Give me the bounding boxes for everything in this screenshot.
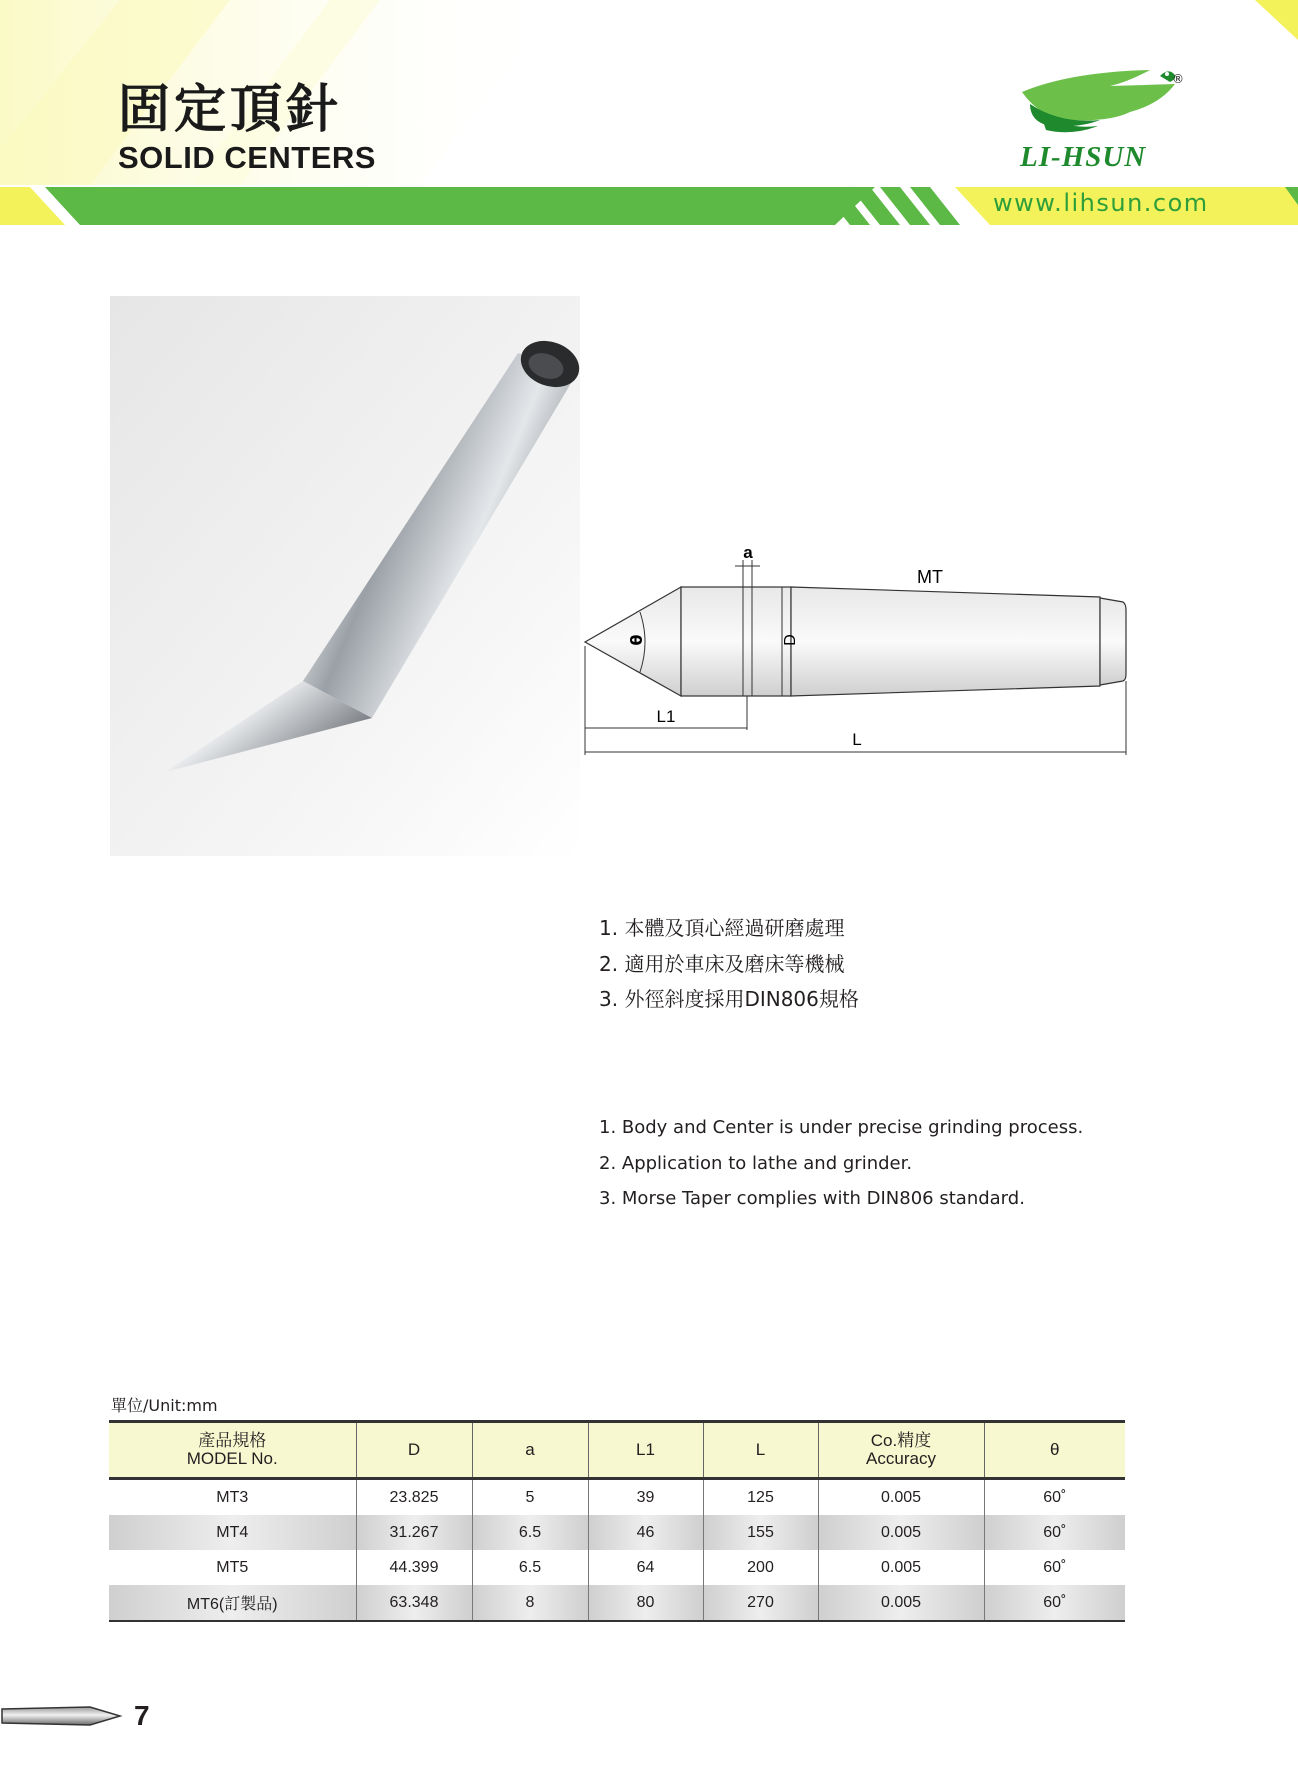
feature-en-2: 2. Application to lathe and grinder. <box>599 1153 913 1174</box>
cell-theta: 60˚ <box>984 1479 1125 1516</box>
cell-l1: 39 <box>588 1479 703 1516</box>
cell-accuracy: 0.005 <box>818 1479 984 1516</box>
cell-model: MT5 <box>216 1558 249 1576</box>
cell-l1: 46 <box>588 1515 703 1550</box>
cell-d: 44.399 <box>356 1550 472 1585</box>
page-title-en: SOLID CENTERS <box>118 140 376 175</box>
dim-label-a: a <box>743 543 753 562</box>
cell-l1: 64 <box>588 1550 703 1585</box>
col-header-a: a <box>472 1422 588 1479</box>
page-title-zh: 固定頂針 <box>118 80 343 140</box>
table-row <box>109 1550 1125 1585</box>
cell-accuracy: 0.005 <box>818 1550 984 1585</box>
registered-mark: ® <box>1172 72 1184 86</box>
product-photo <box>110 296 580 856</box>
page-number: 7 <box>134 1700 150 1731</box>
col-header-l1: L1 <box>588 1422 703 1479</box>
cell-model: MT6(訂製品) <box>109 1585 356 1621</box>
col-header-model: 產品規格 MODEL No. <box>109 1422 356 1479</box>
cell-accuracy: 0.005 <box>818 1515 984 1550</box>
cell-l: 270 <box>703 1585 818 1621</box>
cell-d: 31.267 <box>356 1515 472 1550</box>
lihsun-bird-logo <box>1010 64 1190 144</box>
cell-l: 125 <box>703 1479 818 1516</box>
dim-label-l: L <box>852 730 862 749</box>
feature-en-1: 1. Body and Center is under precise grinding process. <box>599 1117 1084 1138</box>
col-header-accuracy: Co.精度 Accuracy <box>818 1422 984 1479</box>
table-header-row <box>109 1422 1125 1479</box>
table-row <box>109 1515 1125 1550</box>
cell-a: 8 <box>472 1585 588 1621</box>
cell-model: MT4 <box>109 1515 356 1550</box>
dim-label-theta: θ <box>627 634 646 646</box>
feature-zh-2: 2. 適用於車床及磨床等機械 <box>599 952 845 976</box>
cell-theta: 60˚ <box>984 1515 1125 1550</box>
table-row <box>109 1585 1125 1621</box>
col-header-d: D <box>356 1422 472 1479</box>
cell-accuracy: 0.005 <box>818 1585 984 1621</box>
cell-l: 155 <box>703 1515 818 1550</box>
cell-d: 23.825 <box>356 1479 472 1516</box>
cell-a: 5 <box>472 1479 588 1516</box>
col-header-l: L <box>703 1422 818 1479</box>
center-pin-icon <box>0 1702 125 1730</box>
cell-theta: 60˚ <box>984 1585 1125 1621</box>
cell-theta: 60˚ <box>984 1550 1125 1585</box>
feature-en-3: 3. Morse Taper complies with DIN806 standard. <box>599 1188 1025 1209</box>
spec-table <box>109 1420 1125 1622</box>
cell-a: 6.5 <box>472 1550 588 1585</box>
col-header-theta: θ <box>984 1422 1125 1479</box>
cell-l: 200 <box>703 1550 818 1585</box>
website-link[interactable]: www.lihsun.com <box>993 189 1209 217</box>
technical-drawing <box>580 540 1140 760</box>
brand-name: LI-HSUN <box>1020 141 1147 173</box>
cell-l1: 80 <box>588 1585 703 1621</box>
feature-zh-1: 1. 本體及頂心經過研磨處理 <box>599 916 845 940</box>
unit-label: 單位/Unit:mm <box>111 1396 218 1415</box>
feature-zh-3: 3. 外徑斜度採用DIN806規格 <box>599 987 859 1011</box>
cell-model: MT3 <box>216 1488 249 1506</box>
cell-d: 63.348 <box>356 1585 472 1621</box>
cell-a: 6.5 <box>472 1515 588 1550</box>
dim-label-l1: L1 <box>656 707 676 726</box>
dim-label-mt: MT <box>917 567 943 587</box>
table-row <box>109 1479 1125 1516</box>
dim-label-d: D <box>782 634 799 646</box>
